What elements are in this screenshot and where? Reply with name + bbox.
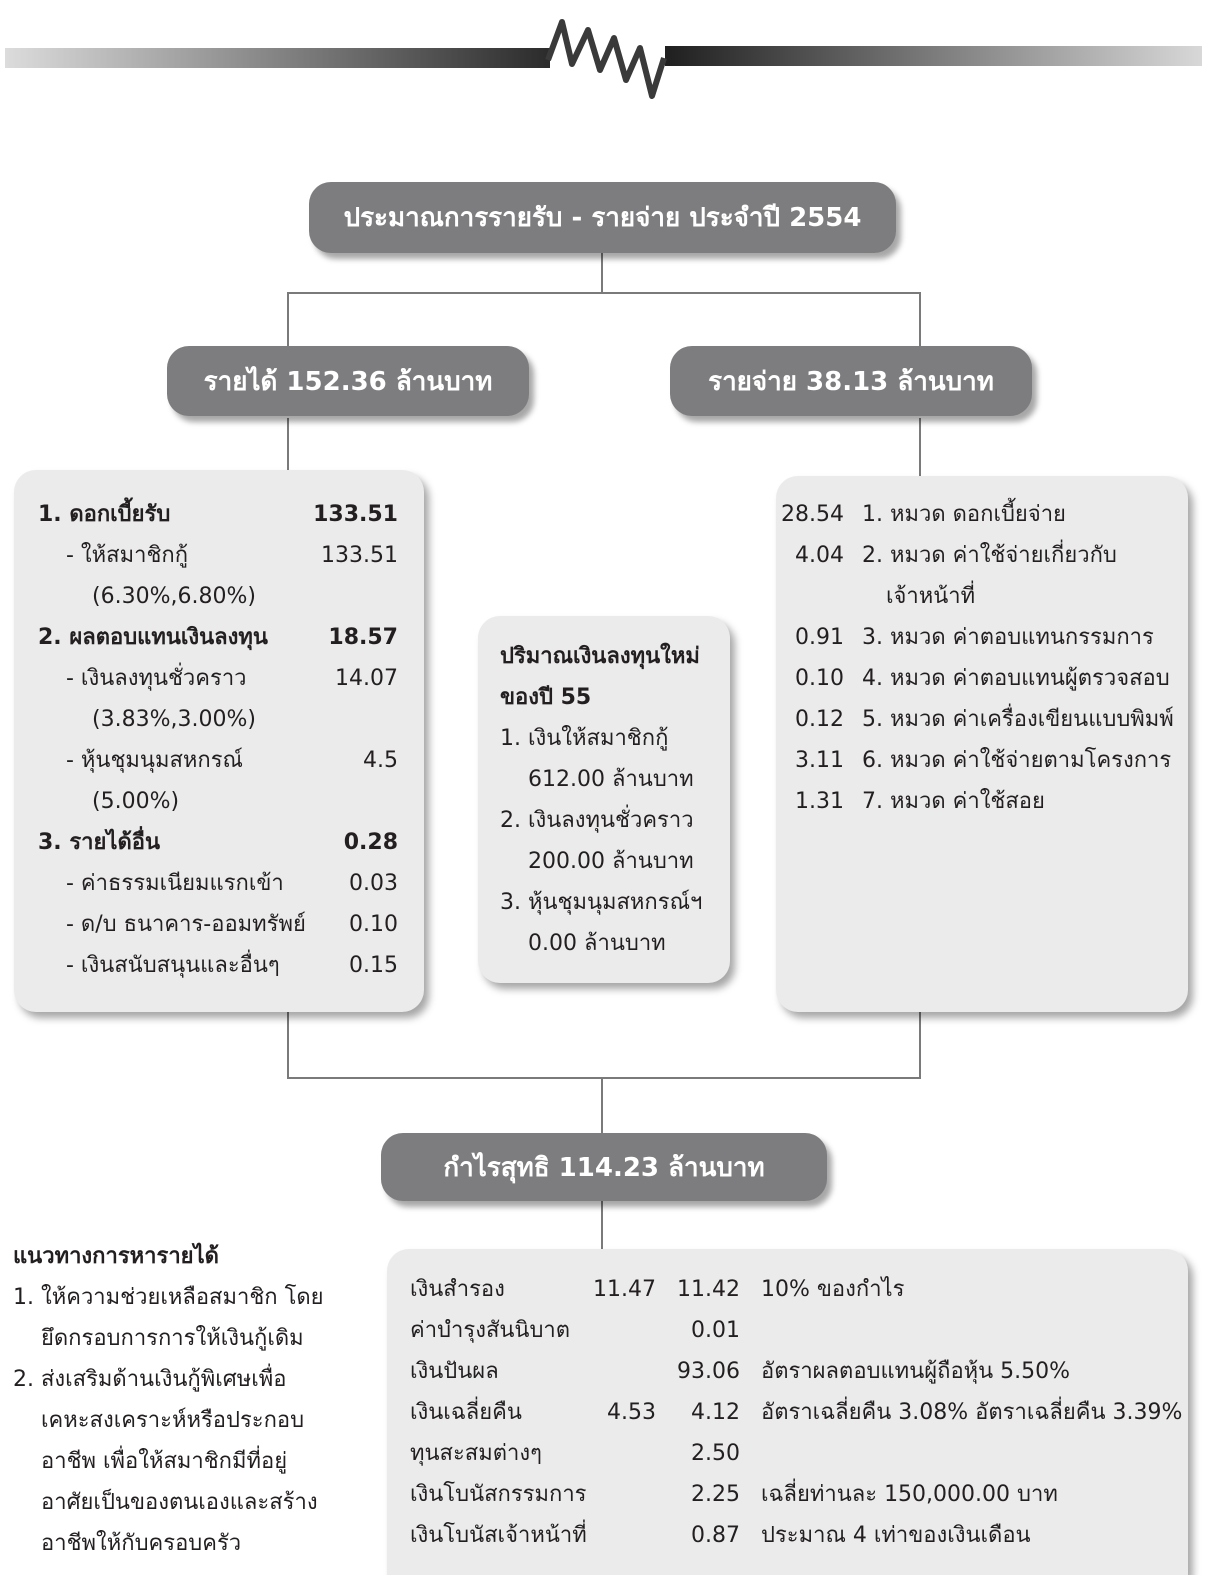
- expense-row: [776, 781, 1188, 822]
- expense-label: 5. หมวด ค่าเครื่องเขียนแบบพิมพ์: [862, 707, 1174, 732]
- investment-line: 1. เงินให้สมาชิกกู้: [500, 726, 669, 751]
- allocation-note: ประมาณ 4 เท่าของเงินเดือน: [761, 1523, 1031, 1548]
- income-label: 1. ดอกเบี้ยรับ: [38, 502, 171, 527]
- expense-label: 2. หมวด ค่าใช้จ่ายเกี่ยวกับ: [862, 543, 1117, 568]
- allocation-label: เงินสำรอง: [410, 1277, 505, 1302]
- expense-label: 1. หมวด ดอกเบี้ยจ่าย: [862, 502, 1066, 527]
- income-row: [38, 863, 398, 904]
- income-value: 133.51: [313, 502, 398, 527]
- investment-line: 3. หุ้นชุมนุมสหกรณ์ฯ: [500, 890, 703, 915]
- income-label: - ให้สมาชิกกู้: [66, 543, 189, 568]
- allocation-value: 2.50: [691, 1441, 740, 1466]
- income-row: [38, 904, 398, 945]
- income-value: 133.51: [321, 543, 398, 568]
- expense-label: 3. หมวด ค่าตอบแทนกรรมการ: [862, 625, 1154, 650]
- income-row: [38, 535, 398, 576]
- income-row: [38, 945, 398, 986]
- income-label: - เงินสนับสนุนและอื่นๆ: [66, 953, 280, 978]
- expense-value: 0.91: [795, 625, 844, 650]
- allocation-label: เงินโบนัสเจ้าหน้าที่: [410, 1523, 587, 1548]
- income-label: 2. ผลตอบแทนเงินลงทุน: [38, 625, 268, 650]
- allocation-label: เงินโบนัสกรรมการ: [410, 1482, 587, 1507]
- allocation-value: 2.25: [691, 1482, 740, 1507]
- guideline-line: ยึดกรอบการการให้เงินกู้เดิม: [41, 1326, 304, 1351]
- income-header: [167, 346, 529, 416]
- expense-header: [670, 346, 1032, 416]
- expense-label: เจ้าหน้าที่: [886, 584, 976, 609]
- guideline-line: เคหะสงเคราะห์หรือประกอบ: [41, 1408, 305, 1433]
- investment-line: 2. เงินลงทุนชั่วคราว: [500, 808, 694, 833]
- expense-header-text: รายจ่าย 38.13 ล้านบาท: [708, 366, 994, 397]
- investment-line: 612.00 ล้านบาท: [528, 767, 694, 792]
- expense-value: 0.10: [795, 666, 844, 691]
- guidelines-section: [13, 1236, 333, 1564]
- income-label: - หุ้นชุมนุมสหกรณ์: [66, 748, 243, 773]
- expense-label: 7. หมวด ค่าใช้สอย: [862, 789, 1045, 814]
- income-label: (5.00%): [92, 789, 180, 814]
- allocation-value: 0.01: [691, 1318, 740, 1343]
- allocation-label: ค่าบำรุงสันนิบาต: [410, 1318, 571, 1343]
- income-label: (6.30%,6.80%): [92, 584, 256, 609]
- income-value: 14.07: [335, 666, 398, 691]
- income-value: 0.03: [349, 871, 398, 896]
- allocation-value: 4.12: [691, 1400, 740, 1425]
- expense-box: [776, 476, 1188, 1012]
- income-value: 0.28: [343, 830, 398, 855]
- income-row: [38, 781, 398, 822]
- income-value: 0.10: [349, 912, 398, 937]
- page-title: [309, 182, 896, 253]
- guideline-line: 2. ส่งเสริมด้านเงินกู้พิเศษเพื่อ: [13, 1367, 287, 1392]
- allocation-note: เฉลี่ยท่านละ 150,000.00 บาท: [761, 1482, 1058, 1507]
- allocation-row: [387, 1392, 1188, 1433]
- expense-label: 6. หมวด ค่าใช้จ่ายตามโครงการ: [862, 748, 1172, 773]
- allocation-row: [387, 1269, 1188, 1310]
- expense-value: 3.11: [795, 748, 844, 773]
- income-row: [38, 617, 398, 658]
- allocation-label: เงินเฉลี่ยคืน: [410, 1400, 522, 1425]
- income-label: 3. รายได้อื่น: [38, 830, 160, 855]
- expense-value: 28.54: [781, 502, 844, 527]
- allocation-note: อัตราผลตอบแทนผู้ถือหุ้น 5.50%: [761, 1359, 1071, 1384]
- income-value: 4.5: [363, 748, 398, 773]
- investment-line: 200.00 ล้านบาท: [528, 849, 694, 874]
- allocation-label: เงินปันผล: [410, 1359, 499, 1384]
- income-row: [38, 822, 398, 863]
- profit-header-text: กำไรสุทธิ 114.23 ล้านบาท: [443, 1152, 765, 1183]
- income-row: [38, 740, 398, 781]
- allocation-note: อัตราเฉลี่ยคืน 3.08% อัตราเฉลี่ยคืน 3.39%: [761, 1400, 1183, 1425]
- expense-row: [776, 658, 1188, 699]
- expense-value: 4.04: [795, 543, 844, 568]
- guidelines-title: แนวทางการหารายได้: [13, 1244, 219, 1269]
- guideline-line: อาศัยเป็นของตนเองและสร้าง: [41, 1490, 318, 1515]
- allocation-prev: 4.53: [607, 1400, 656, 1425]
- allocation-value: 11.42: [677, 1277, 740, 1302]
- income-value: 18.57: [328, 625, 398, 650]
- allocation-label: ทุนสะสมต่างๆ: [410, 1441, 542, 1466]
- investment-line: 0.00 ล้านบาท: [528, 931, 666, 956]
- allocation-box: [387, 1249, 1188, 1575]
- income-row: [38, 494, 398, 535]
- allocation-value: 0.87: [691, 1523, 740, 1548]
- expense-row: [776, 535, 1188, 576]
- allocation-prev: 11.47: [593, 1277, 656, 1302]
- allocation-row: [387, 1433, 1188, 1474]
- income-label: - ค่าธรรมเนียมแรกเข้า: [66, 871, 284, 896]
- expense-label: 4. หมวด ค่าตอบแทนผู้ตรวจสอบ: [862, 666, 1170, 691]
- expense-value: 1.31: [795, 789, 844, 814]
- page-title-text: ประมาณการรายรับ - รายจ่าย ประจำปี 2554: [343, 203, 862, 233]
- income-row: [38, 576, 398, 617]
- expense-row: [776, 576, 1188, 617]
- guideline-line: อาชีพให้กับครอบครัว: [41, 1531, 242, 1556]
- allocation-row: [387, 1351, 1188, 1392]
- allocation-row: [387, 1474, 1188, 1515]
- allocation-row: [387, 1310, 1188, 1351]
- allocation-note: 10% ของกำไร: [761, 1277, 905, 1302]
- income-row: [38, 658, 398, 699]
- expense-row: [776, 494, 1188, 535]
- expense-row: [776, 617, 1188, 658]
- income-label: (3.83%,3.00%): [92, 707, 256, 732]
- guideline-line: อาชีพ เพื่อให้สมาชิกมีที่อยู่: [41, 1449, 288, 1474]
- income-value: 0.15: [349, 953, 398, 978]
- guideline-line: 1. ให้ความช่วยเหลือสมาชิก โดย: [13, 1285, 324, 1310]
- income-label: - เงินลงทุนชั่วคราว: [66, 666, 247, 691]
- expense-row: [776, 699, 1188, 740]
- investment-box: [478, 616, 730, 983]
- allocation-value: 93.06: [677, 1359, 740, 1384]
- income-header-text: รายได้ 152.36 ล้านบาท: [203, 366, 493, 397]
- income-row: [38, 699, 398, 740]
- income-label: - ด/บ ธนาคาร-ออมทรัพย์: [66, 912, 306, 937]
- investment-title-line1: ปริมาณเงินลงทุนใหม่: [500, 644, 700, 669]
- income-box: [14, 470, 424, 1012]
- expense-row: [776, 740, 1188, 781]
- profit-header: [381, 1133, 827, 1201]
- allocation-row: [387, 1515, 1188, 1556]
- expense-value: 0.12: [795, 707, 844, 732]
- header-decoration: [0, 0, 1207, 110]
- investment-title-line2: ของปี 55: [500, 685, 592, 710]
